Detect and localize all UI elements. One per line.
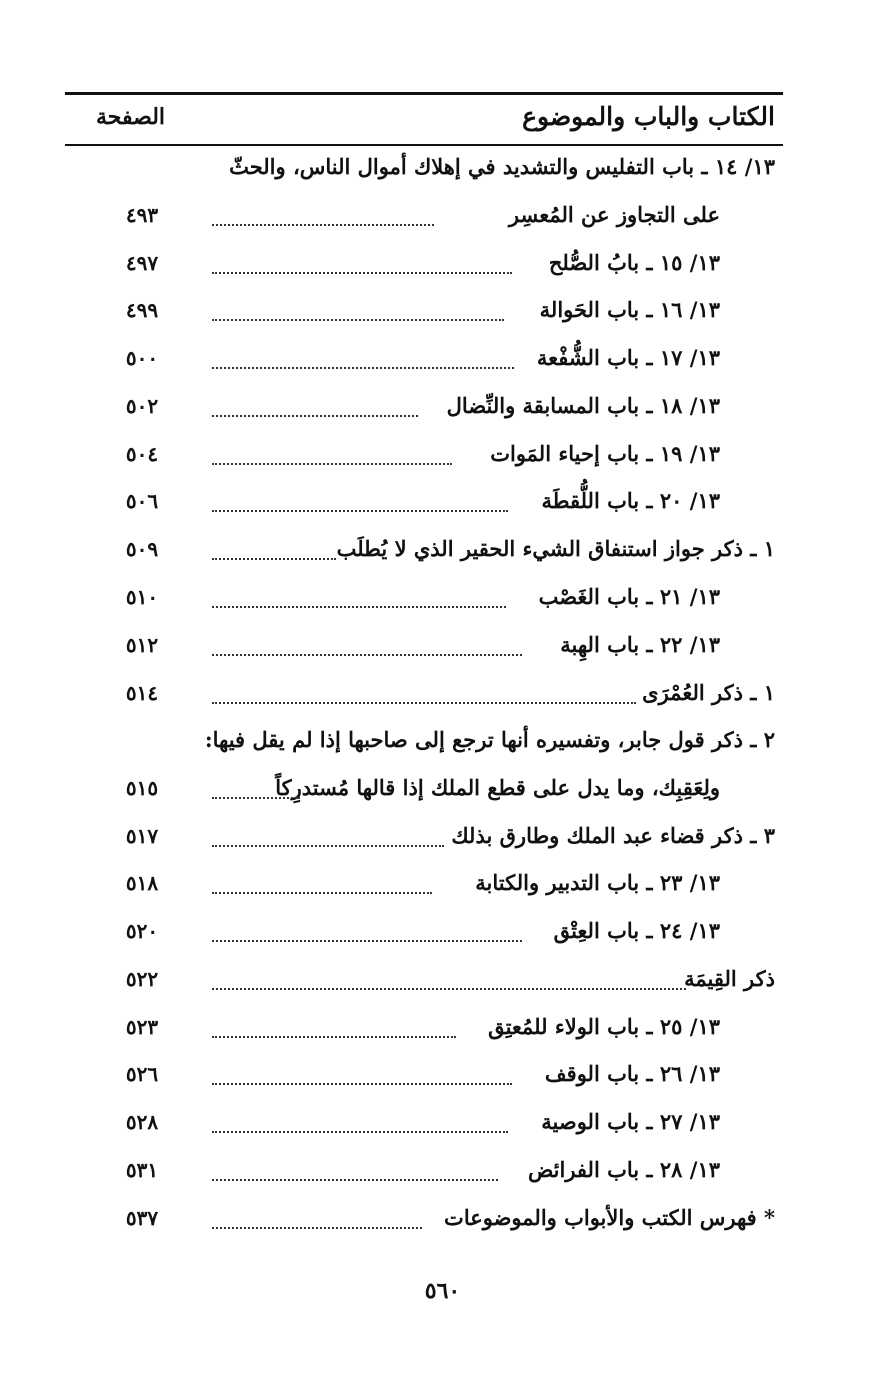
toc-page-number: ٤٩٩ (125, 298, 159, 322)
toc-entry-text: ١٣/ ١٩ ـ باب إحياء المَوات (490, 441, 720, 466)
dot-leader (212, 319, 504, 321)
toc-row[interactable] (0, 576, 885, 620)
toc-page-number: ٥٢٦ (125, 1062, 159, 1086)
toc-page-number: ٥٣٧ (125, 1206, 159, 1230)
toc-entry-text: ٢ ـ ذكر قول جابر، وتفسيره أنها ترجع إلى صاحبها إذا لم يقل فيها: (204, 727, 775, 752)
toc-row[interactable] (0, 1197, 885, 1241)
toc-entry-text: ١٣/ ٢٣ ـ باب التدبير والكتابة (475, 870, 720, 895)
toc-entry-text: ١٣/ ٢٧ ـ باب الوصية (541, 1109, 720, 1134)
toc-entry-text: ١٣/ ١٤ ـ باب التفليس والتشديد في إهلاك أموال الناس، والحثّ (229, 154, 775, 179)
toc-row[interactable] (0, 337, 885, 381)
toc-row (0, 719, 885, 763)
dot-leader (212, 606, 506, 608)
toc-entry-text: ١ ـ ذكر جواز استنفاق الشيء الحقير الذي لا يُطلَب (336, 536, 775, 561)
header-top-rule (65, 92, 783, 95)
toc-page-number: ٥٠٠ (125, 346, 159, 370)
toc-row[interactable] (0, 910, 885, 954)
toc-page-number: ٥١٥ (125, 776, 159, 800)
dot-leader (212, 272, 512, 274)
toc-row[interactable] (0, 528, 885, 572)
toc-entry-text: ١٣/ ١٧ ـ باب الشُّفْعة (536, 345, 720, 370)
toc-entry-text: ١٣/ ١٥ ـ بابُ الصُّلح (548, 250, 720, 275)
toc-entry-text: * فهرس الكتب والأبواب والموضوعات (444, 1205, 775, 1230)
dot-leader (212, 1179, 498, 1181)
toc-page-number: ٤٩٧ (125, 251, 159, 275)
toc-row[interactable] (0, 624, 885, 668)
dot-leader (212, 1227, 422, 1229)
toc-entry-text: ١٣/ ٢٨ ـ باب الفرائض (527, 1157, 720, 1182)
toc-entry-text: ذكر القِيمَة (684, 966, 775, 991)
toc-entry-text: ١٣/ ٢١ ـ باب الغَصْب (538, 584, 720, 609)
toc-page-number: ٥١٤ (125, 681, 159, 705)
dot-leader (212, 892, 432, 894)
dot-leader (212, 367, 514, 369)
dot-leader (212, 558, 336, 560)
toc-entry-text: ١٣/ ٢٢ ـ باب الهِبة (560, 632, 720, 657)
toc-row[interactable] (0, 242, 885, 286)
toc-entry-text: ١٣/ ١٦ ـ باب الحَوالة (539, 297, 720, 322)
toc-row[interactable] (0, 480, 885, 524)
toc-row[interactable] (0, 672, 885, 716)
dot-leader (212, 463, 452, 465)
dot-leader (212, 1083, 512, 1085)
toc-entry-text: ١٣/ ٢٥ ـ باب الولاء للمُعتِق (488, 1014, 720, 1039)
toc-row[interactable] (0, 1149, 885, 1193)
toc-row[interactable] (0, 433, 885, 477)
toc-page-number: ٥١٧ (125, 824, 159, 848)
dot-leader (212, 1036, 456, 1038)
toc-entry-text: ١٣/ ٢٦ ـ باب الوقف (544, 1061, 720, 1086)
toc-row[interactable] (0, 767, 885, 811)
toc-page-number: ٤٩٣ (125, 203, 159, 227)
page-number-footer: ٥٦٠ (424, 1278, 461, 1304)
toc-row[interactable] (0, 1101, 885, 1145)
toc-page-number: ٥٢٢ (125, 967, 159, 991)
column-title-page: الصفحة (96, 104, 166, 130)
toc-entry-text: ١ ـ ذكر العُمْرَى (642, 680, 775, 705)
dot-leader (212, 845, 444, 847)
toc-page-number: ٥٠٩ (125, 537, 159, 561)
dot-leader (212, 224, 434, 226)
toc-row[interactable] (0, 1053, 885, 1097)
dot-leader (212, 510, 508, 512)
dot-leader (212, 797, 300, 799)
toc-entry-text: على التجاوز عن المُعسِر (508, 202, 720, 227)
dot-leader (212, 940, 522, 942)
toc-page-number: ٥١٨ (125, 871, 159, 895)
toc-row (0, 146, 885, 190)
dot-leader (212, 415, 418, 417)
dot-leader (212, 702, 636, 704)
toc-page-number: ٥٣١ (125, 1158, 159, 1182)
toc-page-number: ٥٠٦ (125, 489, 159, 513)
toc-entry-text: ١٣/ ٢٤ ـ باب العِتْق (553, 918, 720, 943)
dot-leader (212, 1131, 508, 1133)
toc-entry-text: ٣ ـ ذكر قضاء عبد الملك وطارق بذلك (451, 823, 775, 848)
toc-row[interactable] (0, 815, 885, 859)
toc-row[interactable] (0, 1006, 885, 1050)
toc-page-number: ٥٢٠ (125, 919, 159, 943)
toc-page-number: ٥٠٢ (125, 394, 159, 418)
dot-leader (212, 988, 686, 990)
toc-page-number: ٥١٠ (125, 585, 159, 609)
toc-row[interactable] (0, 289, 885, 333)
toc-page-number: ٥١٢ (125, 633, 159, 657)
toc-entry-text: ١٣/ ١٨ ـ باب المسابقة والنِّضال (446, 393, 720, 418)
column-title-topic: الكتاب والباب والموضوع (522, 102, 775, 131)
dot-leader (212, 654, 522, 656)
toc-row[interactable] (0, 958, 885, 1002)
toc-page-number: ٥٠٤ (125, 442, 159, 466)
toc-entry-text: ١٣/ ٢٠ ـ باب اللُّقطَة (541, 488, 720, 513)
toc-entry-text: ولِعَقِبِك، وما يدل على قطع الملك إذا قالها مُستدرِكاً (275, 775, 720, 800)
toc-row[interactable] (0, 385, 885, 429)
toc-row[interactable] (0, 862, 885, 906)
toc-row[interactable] (0, 194, 885, 238)
toc-page-number: ٥٢٨ (125, 1110, 159, 1134)
toc-page-number: ٥٢٣ (125, 1015, 159, 1039)
